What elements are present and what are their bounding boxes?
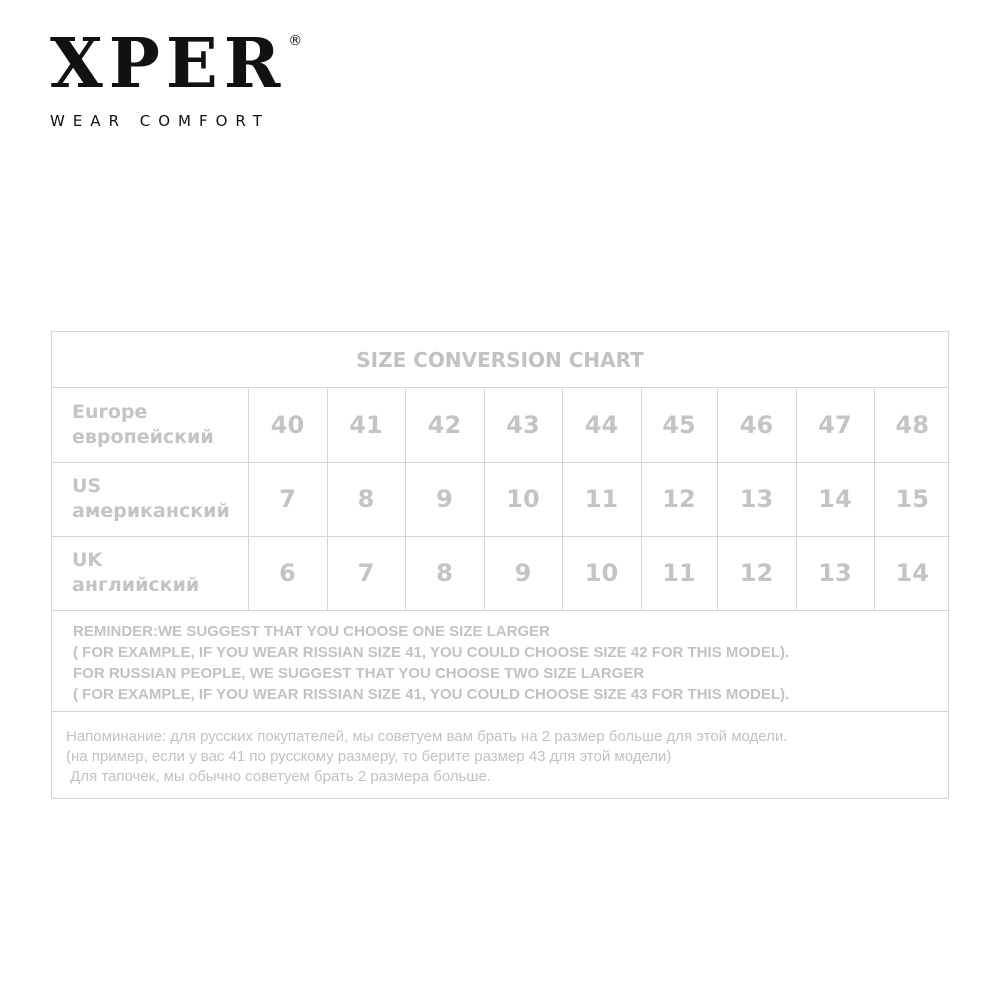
size-value: 47 [796,388,874,462]
size-value: 40 [248,388,327,462]
reminder-line: REMINDER:WE SUGGEST THAT YOU CHOOSE ONE SIZE LARGER [73,622,550,640]
registered-mark-icon: ® [288,33,303,49]
size-value: 14 [874,536,950,610]
size-value: 12 [717,536,796,610]
size-value: 42 [405,388,484,462]
size-row-us [52,462,950,536]
size-value: 48 [874,388,950,462]
size-value: 8 [405,536,484,610]
size-value: 6 [248,536,327,610]
size-value: 13 [717,462,796,536]
size-value: 45 [641,388,717,462]
russian-note [52,712,948,787]
russian-note-line: Для тапочек, мы обычно советуем брать 2 размера больше. [66,767,491,785]
size-value: 46 [717,388,796,462]
size-value: 13 [796,536,874,610]
size-value: 43 [484,388,562,462]
row-label [52,388,248,462]
row-label-en: Europe [72,400,148,423]
size-value: 41 [327,388,405,462]
size-value: 10 [484,462,562,536]
size-table [52,388,950,611]
reminder-line: ( FOR EXAMPLE, IF YOU WEAR RISSIAN SIZE 41, YOU COULD CHOOSE SIZE 43 FOR THIS MODEL). [73,685,790,703]
size-value: 10 [562,536,641,610]
size-value: 14 [796,462,874,536]
row-label-ru: английский [72,574,200,596]
reminder-line: FOR RUSSIAN PEOPLE, WE SUGGEST THAT YOU CHOOSE TWO SIZE LARGER [73,664,645,682]
size-value: 15 [874,462,950,536]
row-label [52,462,248,536]
size-value: 9 [484,536,562,610]
size-row-europe [52,388,950,462]
row-label-en: US [72,475,102,497]
size-value: 11 [562,462,641,536]
size-value: 11 [641,536,717,610]
size-value: 8 [327,462,405,536]
size-value: 9 [405,462,484,536]
size-value: 12 [641,462,717,536]
brand-name: XPER ® [50,24,303,104]
size-value: 7 [327,536,405,610]
row-label [52,536,248,610]
russian-note-line: (на пример, если у вас 41 по русскому размеру, то берите размер 43 для этой модели) [66,747,672,765]
reminder-note [52,611,948,712]
row-label-ru: американский [72,500,230,522]
row-label-en: UK [72,549,103,571]
row-label-ru: европейский [72,425,214,448]
reminder-line: ( FOR EXAMPLE, IF YOU WEAR RISSIAN SIZE 41, YOU COULD CHOOSE SIZE 42 FOR THIS MODEL). [73,643,790,661]
size-conversion-chart [51,331,949,799]
size-value: 44 [562,388,641,462]
russian-note-line: Напоминание: для русских покупателей, мы советуем вам брать на 2 размер больше для этой модели. [66,727,788,745]
size-row-uk [52,536,950,610]
size-value: 7 [248,462,327,536]
brand-logo [50,24,360,130]
brand-tagline: WEAR COMFORT [50,112,270,130]
chart-title: SIZE CONVERSION CHART [52,332,948,388]
